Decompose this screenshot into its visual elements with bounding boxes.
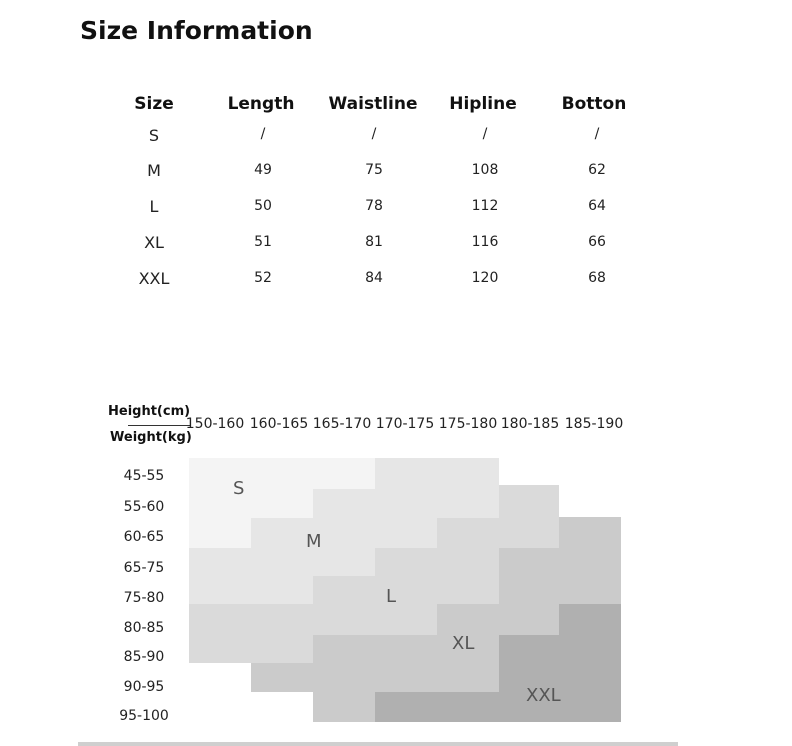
page-title: Size Information <box>80 16 313 45</box>
zone-label-xxl: XXL <box>526 685 561 706</box>
table-cell: XL <box>144 233 164 252</box>
table-cell: / <box>371 126 377 142</box>
weight-row: 85-90 <box>123 649 165 665</box>
table-cell: 66 <box>588 234 606 250</box>
table-cell: 112 <box>471 198 499 214</box>
zone-l <box>189 604 437 635</box>
table-cell: 84 <box>365 270 383 286</box>
header-hipline: Hipline <box>449 94 517 114</box>
zone-m <box>189 548 375 576</box>
weight-row: 90-95 <box>123 679 165 695</box>
height-column: 180-185 <box>500 416 560 432</box>
zone-m <box>189 576 313 604</box>
zone-m <box>251 518 437 548</box>
zone-label-m: M <box>306 531 322 552</box>
zone-xxl <box>375 692 621 722</box>
table-cell: 81 <box>365 234 383 250</box>
table-cell: / <box>482 126 488 142</box>
header-divider <box>128 425 190 426</box>
header-waistline: Waistline <box>328 94 418 114</box>
table-cell: 62 <box>588 162 606 178</box>
zone-l <box>313 576 499 604</box>
table-cell: 120 <box>471 270 499 286</box>
zone-s <box>189 489 313 518</box>
zone-xxl <box>559 604 621 635</box>
zone-l <box>375 548 499 576</box>
table-cell: 108 <box>471 162 499 178</box>
table-cell: 49 <box>254 162 272 178</box>
zone-label-xl: XL <box>452 633 475 654</box>
size-chart <box>0 400 792 746</box>
height-column: 165-170 <box>312 416 372 432</box>
header-length: Length <box>227 94 295 114</box>
zone-m <box>313 489 499 518</box>
table-cell: 68 <box>588 270 606 286</box>
table-cell: / <box>260 126 266 142</box>
table-cell: S <box>148 126 160 145</box>
bottom-divider <box>78 742 678 746</box>
header-size: Size <box>134 94 174 114</box>
height-column: 150-160 <box>185 416 245 432</box>
table-cell: 78 <box>365 198 383 214</box>
zone-label-s: S <box>233 478 245 499</box>
table-cell: 64 <box>588 198 606 214</box>
table-cell: 50 <box>254 198 272 214</box>
zone-xl <box>499 548 621 604</box>
table-cell: 75 <box>365 162 383 178</box>
table-cell: 116 <box>471 234 499 250</box>
zone-label-l: L <box>386 586 397 607</box>
header-botton: Botton <box>561 94 627 114</box>
height-column: 185-190 <box>564 416 624 432</box>
weight-row: 95-100 <box>119 708 169 724</box>
height-column: 160-165 <box>249 416 309 432</box>
table-cell: XXL <box>138 269 170 288</box>
height-column: 175-180 <box>438 416 498 432</box>
table-cell: 51 <box>254 234 272 250</box>
table-cell: / <box>594 126 600 142</box>
height-column: 170-175 <box>375 416 435 432</box>
table-cell: 52 <box>254 270 272 286</box>
zone-xxl <box>499 635 621 692</box>
zone-xl <box>559 517 621 548</box>
weight-axis-label: Weight(kg) <box>110 430 192 445</box>
zone-xl <box>313 692 375 722</box>
zone-l <box>437 518 559 548</box>
size-table <box>0 0 792 300</box>
weight-row: 75-80 <box>123 590 165 606</box>
zone-l <box>189 635 313 663</box>
zone-xl <box>251 663 499 692</box>
zone-xl <box>437 604 559 635</box>
zone-s <box>189 518 251 548</box>
weight-row: 60-65 <box>123 529 165 545</box>
table-cell: M <box>147 161 161 180</box>
table-cell: L <box>149 197 159 216</box>
weight-row: 80-85 <box>123 620 165 636</box>
zone-s <box>189 458 375 489</box>
height-axis-label: Height(cm) <box>108 404 191 419</box>
zone-m <box>375 458 499 489</box>
weight-row: 65-75 <box>123 560 165 576</box>
weight-row: 55-60 <box>123 499 165 515</box>
weight-row: 45-55 <box>123 468 165 484</box>
zone-l <box>499 485 559 518</box>
